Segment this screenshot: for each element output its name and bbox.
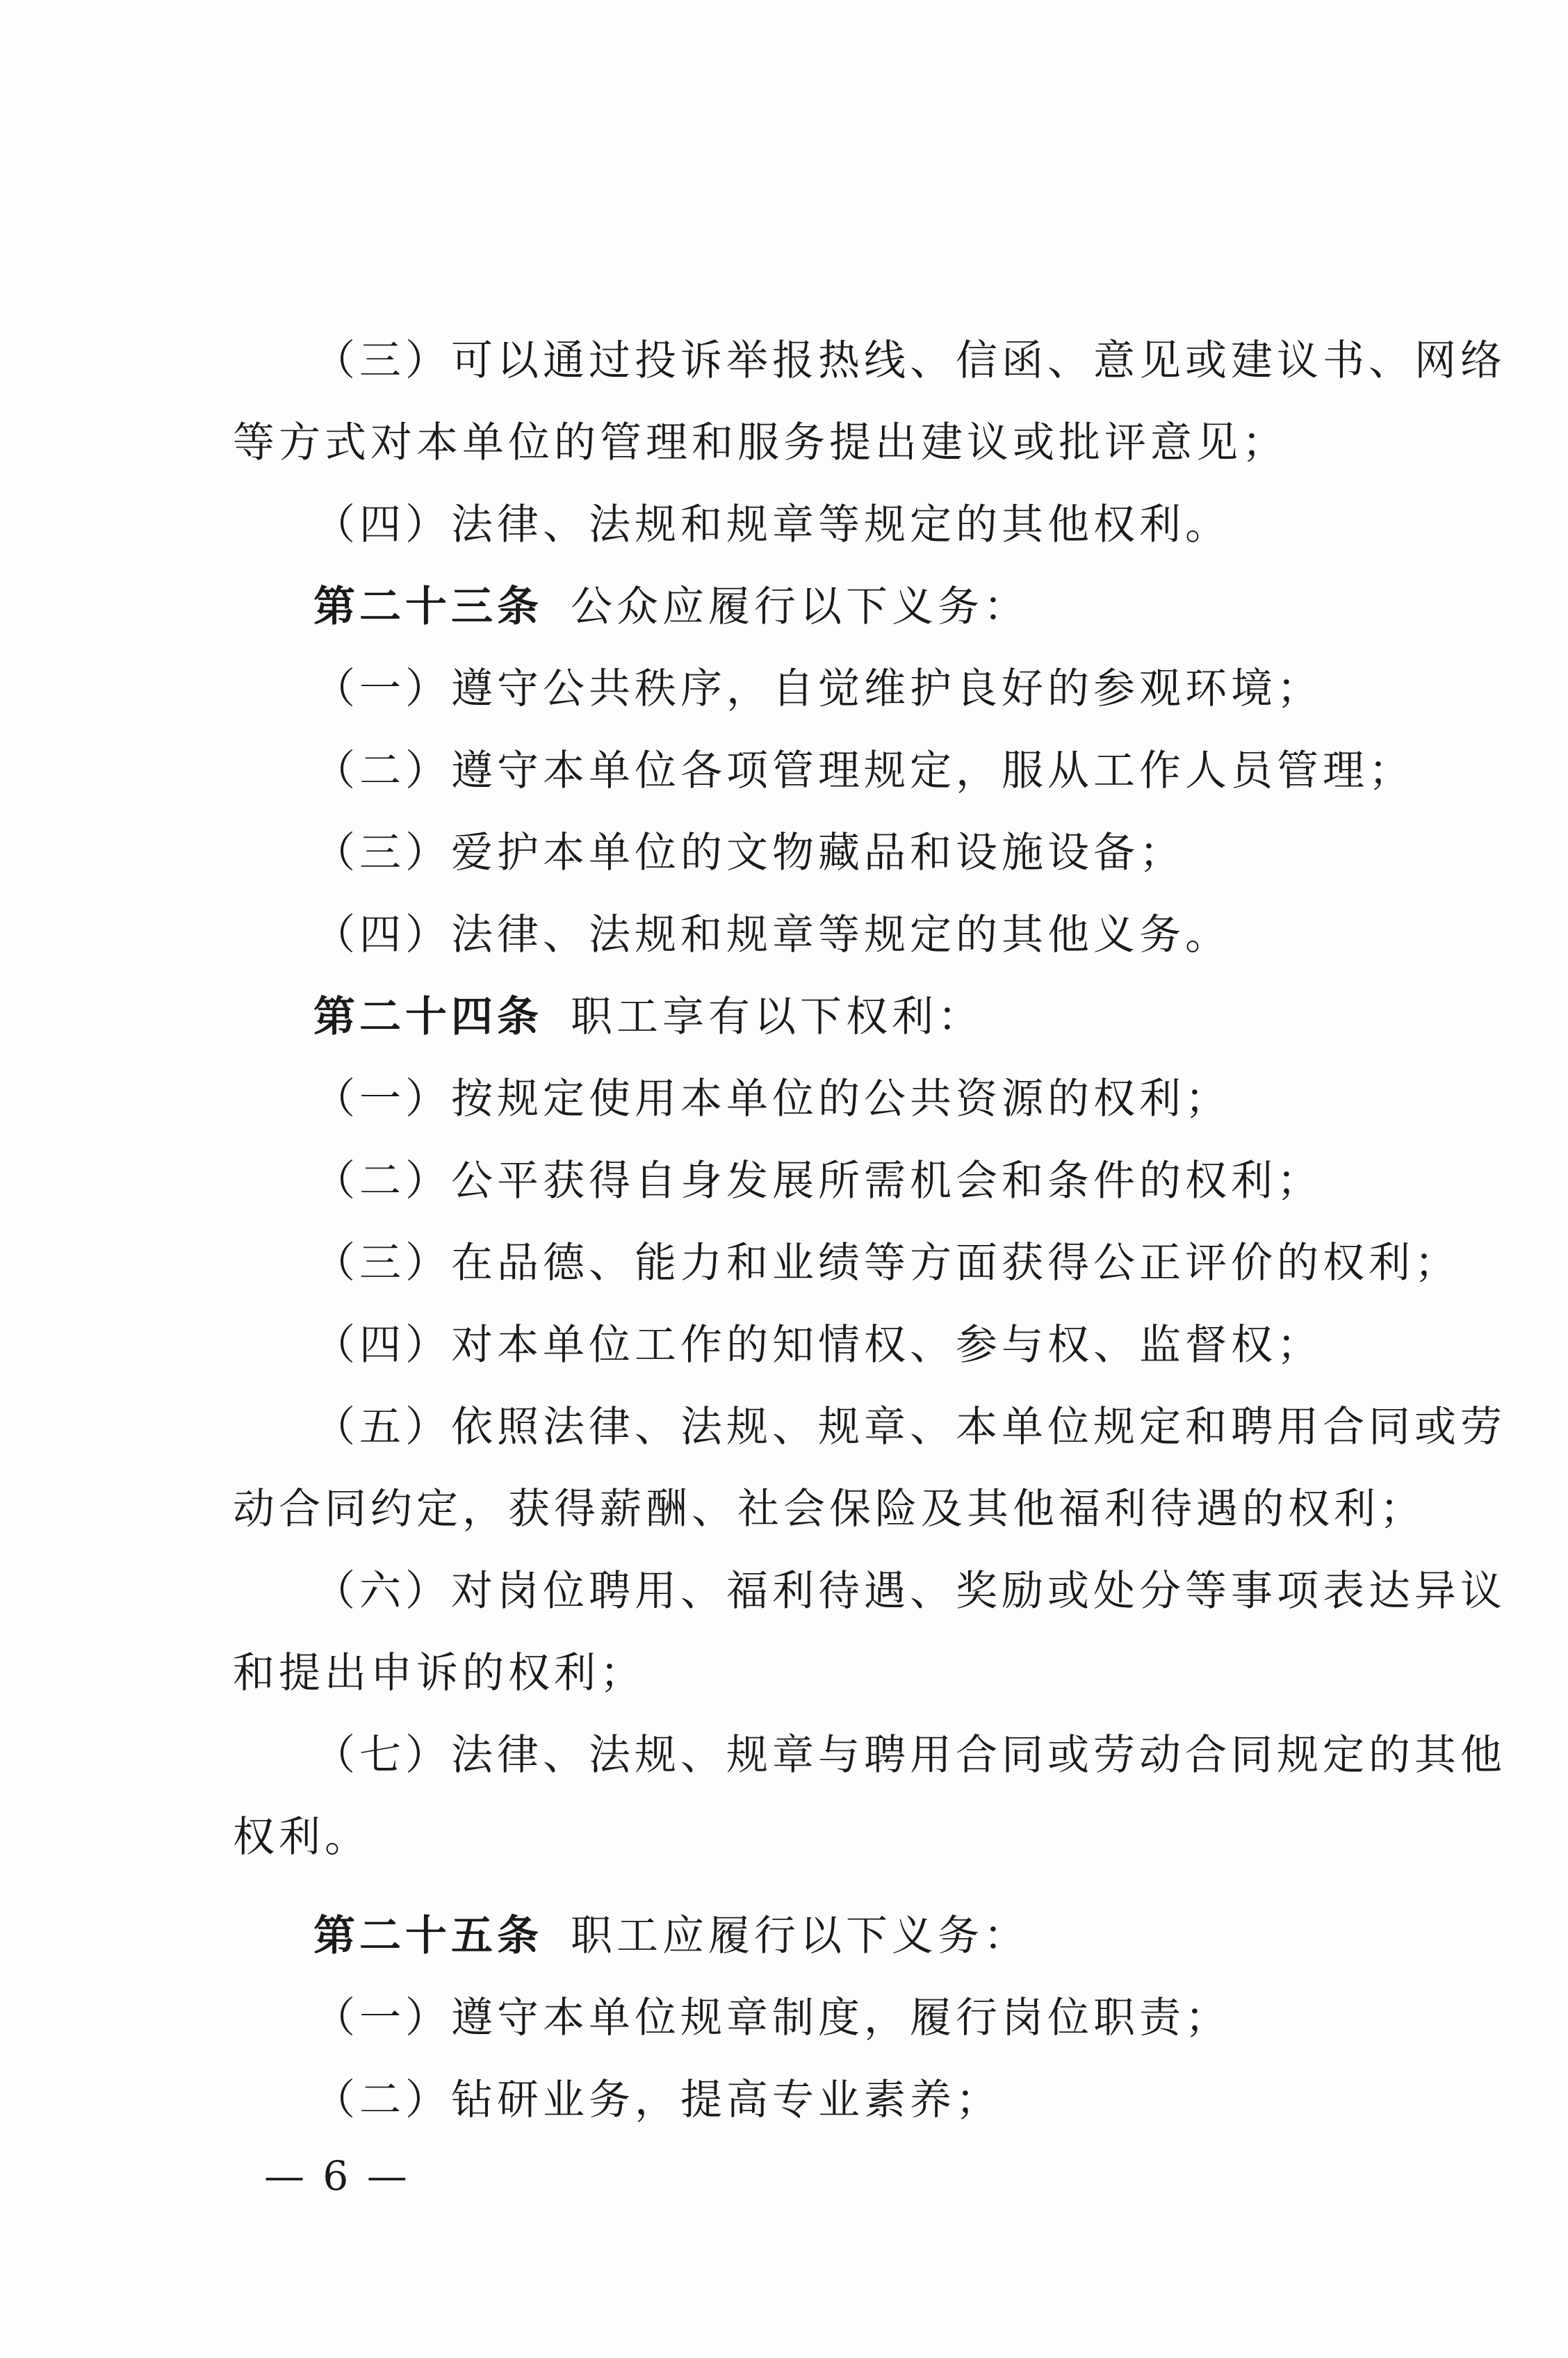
article-text: 职工享有以下权利： [571,993,983,1041]
text-line: （二）遵守本单位各项管理规定，服从工作人员管理； [313,747,1414,795]
text-line: （一）遵守公共秩序，自觉维护良好的参观环境； [313,665,1323,713]
article-heading [233,1895,1352,1977]
text-line: 等方式对本单位的管理和服务提出建议或批评意见； [233,418,1288,467]
article-number: 第二十五条 [313,1912,543,1960]
text-line: （六）对岗位聘用、福利待遇、奖励或处分等事项表达异议 [313,1567,1506,1616]
text-line: （二）公平获得自身发展所需机会和条件的权利； [313,1157,1323,1205]
text-line: （三）在品德、能力和业绩等方面获得公正评价的权利； [313,1239,1460,1287]
article-heading [233,566,1352,648]
text-line: （四）法律、法规和规章等规定的其他权利。 [313,501,1231,549]
text-line: 和提出申诉的权利； [233,1649,646,1698]
text-line: 动合同约定，获得薪酬、社会保险及其他福利待遇的权利； [233,1485,1426,1534]
article-text: 职工应履行以下义务： [571,1912,1029,1960]
article-number: 第二十三条 [313,583,543,631]
text-line: 权利。 [233,1813,370,1862]
article-heading [233,976,1352,1058]
text-line: （五）依照法律、法规、规章、本单位规定和聘用合同或劳 [313,1403,1506,1452]
text-line: （二）钻研业务，提高专业素养； [313,2076,1002,2124]
text-line: （四）对本单位工作的知情权、参与权、监督权； [313,1321,1323,1369]
article-text: 公众应履行以下义务： [571,583,1029,631]
page-number: — 6 — [264,2152,410,2200]
text-line: （三）爱护本单位的文物藏品和设施设备； [313,829,1185,877]
text-line: （一）遵守本单位规章制度，履行岗位职责； [313,1994,1231,2042]
text-line: （一）按规定使用本单位的公共资源的权利； [313,1075,1231,1123]
article-number: 第二十四条 [313,993,543,1041]
text-line: （三）可以通过投诉举报热线、信函、意见或建议书、网络 [313,336,1506,385]
text-line: （四）法律、法规和规章等规定的其他义务。 [313,911,1231,959]
text-line: （七）法律、法规、规章与聘用合同或劳动合同规定的其他 [313,1731,1506,1780]
document-body [233,320,1506,2141]
